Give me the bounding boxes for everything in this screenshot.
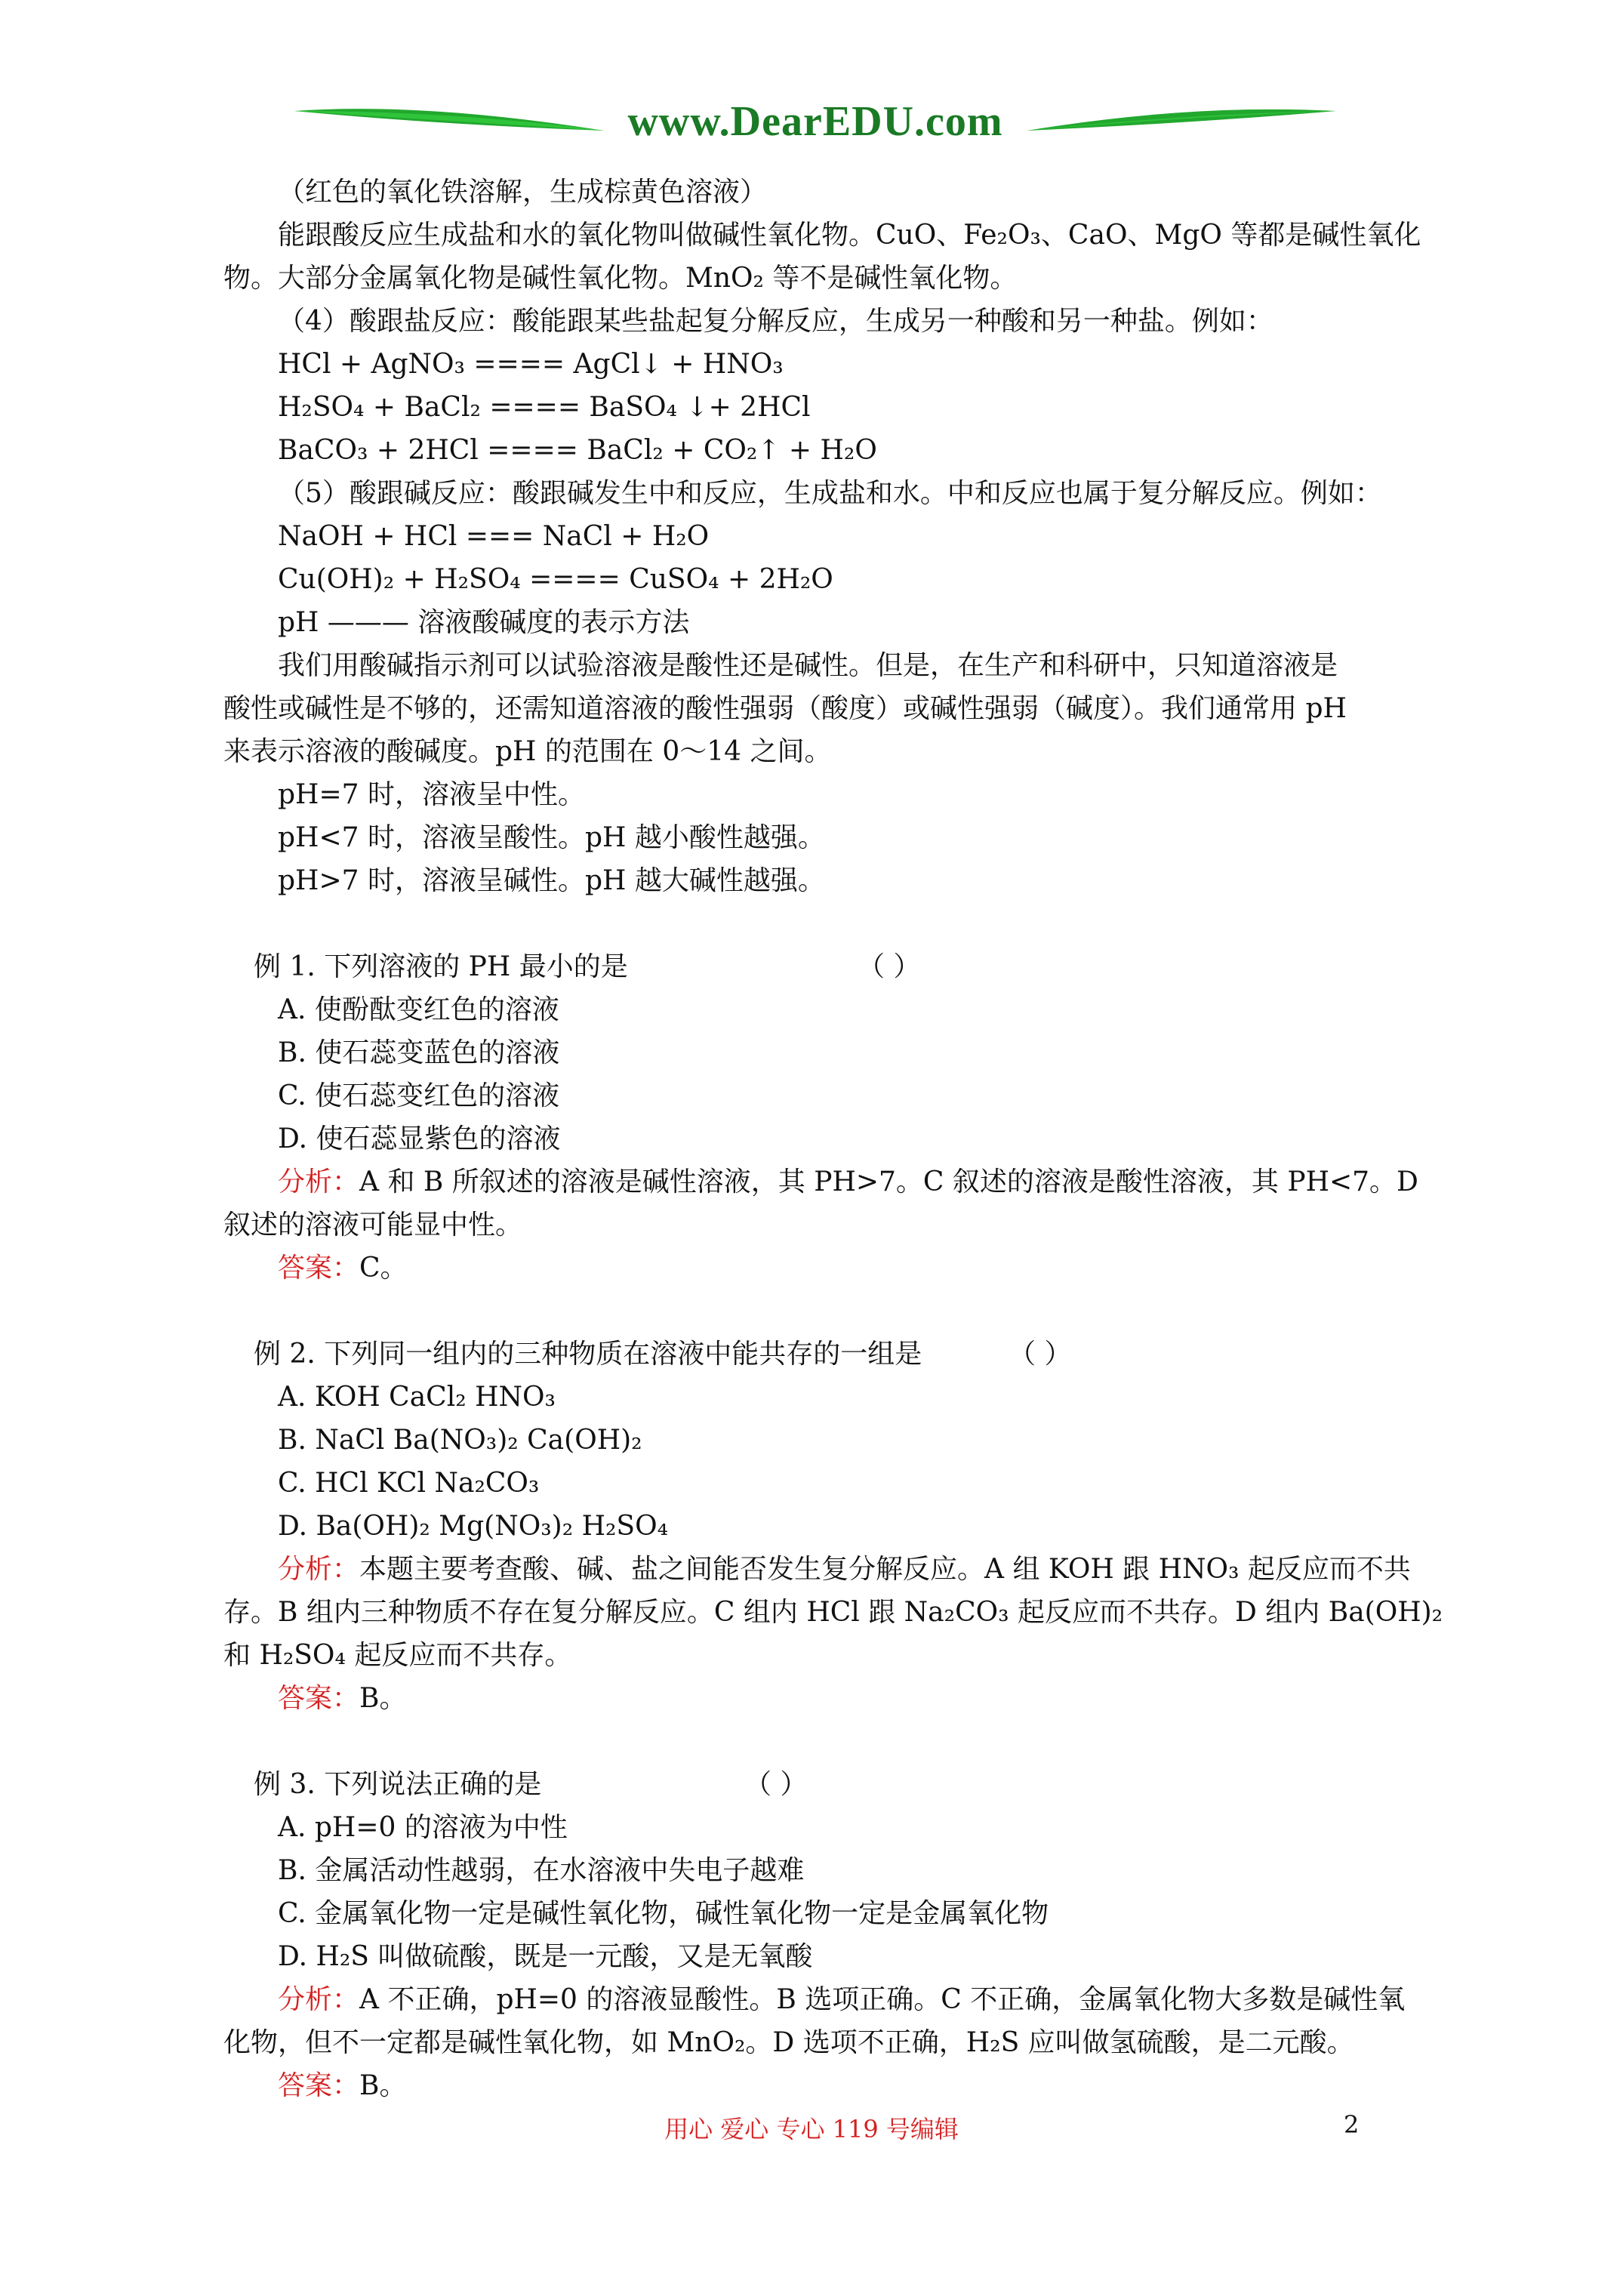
- question-text: 例 3. 下列说法正确的是: [254, 1769, 542, 1800]
- option-b: B. NaCl Ba(NO₃)₂ Ca(OH)₂: [278, 1425, 642, 1456]
- answer-value: B。: [359, 1683, 407, 1714]
- question-text: 例 2. 下列同一组内的三种物质在溶液中能共存的一组是: [254, 1339, 922, 1370]
- option-c: C. 金属氧化物一定是碱性氧化物，碱性氧化物一定是金属氧化物: [278, 1898, 1049, 1929]
- analysis-label: 分析：: [278, 1554, 360, 1585]
- text-line: 来表示溶液的酸碱度。pH 的范围在 0～14 之间。: [223, 736, 832, 767]
- analysis: [223, 1978, 1416, 2021]
- example-3-question: [223, 1763, 1416, 1806]
- example-1-question: [223, 945, 1416, 988]
- answer: [223, 2064, 1416, 2107]
- answer-label: 答案：: [278, 1683, 360, 1714]
- equation-line: H₂SO₄ + BaCl₂ ==== BaSO₄ ↓+ 2HCl: [278, 392, 811, 423]
- question-text: 例 1. 下列溶液的 PH 最小的是: [254, 951, 628, 982]
- analysis-label: 分析：: [278, 1166, 360, 1197]
- analysis-text: 本题主要考查酸、碱、盐之间能否发生复分解反应。A 组 KOH 跟 HNO₃ 起反应而不共: [359, 1554, 1411, 1585]
- site-header: [287, 94, 1344, 155]
- equation-line: Cu(OH)₂ + H₂SO₄ ==== CuSO₄ + 2H₂O: [278, 564, 833, 595]
- analysis: [223, 1548, 1416, 1591]
- equation-line: BaCO₃ + 2HCl ==== BaCl₂ + CO₂↑ + H₂O: [278, 435, 877, 466]
- text-line: 能跟酸反应生成盐和水的氧化物叫做碱性氧化物。CuO、Fe₂O₃、CaO、MgO 等都是碱性氧化: [278, 220, 1421, 251]
- answer-parens: （ ）: [858, 951, 921, 982]
- option-d: D. H₂S 叫做硫酸，既是一元酸，又是无氧酸: [278, 1941, 813, 1972]
- analysis-continued: 和 H₂SO₄ 起反应而不共存。: [223, 1640, 572, 1671]
- page-content: [223, 171, 1443, 2107]
- site-name[interactable]: www.DearEDU.com: [627, 98, 1003, 145]
- text-line: pH>7 时，溶液呈碱性。pH 越大碱性越强。: [278, 865, 825, 896]
- answer-value: B。: [359, 2070, 407, 2101]
- answer-parens: （ ）: [744, 1769, 808, 1800]
- page-number: 2: [1344, 2110, 1360, 2139]
- equation-line: NaOH + HCl === NaCl + H₂O: [278, 521, 710, 552]
- option-b: B. 使石蕊变蓝色的溶液: [278, 1037, 560, 1068]
- analysis-continued: 化物，但不一定都是碱性氧化物，如 MnO₂。D 选项不正确，H₂S 应叫做氢硫酸，是二元酸。: [223, 2027, 1354, 2058]
- section-title: pH ——— 溶液酸碱度的表示方法: [278, 607, 690, 638]
- text-line: pH=7 时，溶液呈中性。: [278, 779, 585, 810]
- text-line: （红色的氧化铁溶解，生成棕黄色溶液）: [278, 177, 768, 208]
- analysis-text: A 不正确，pH=0 的溶液显酸性。B 选项正确。C 不正确，金属氧化物大多数是碱性氧: [359, 1984, 1406, 2015]
- answer: [223, 1677, 1416, 1720]
- analysis-continued: 存。B 组内三种物质不存在复分解反应。C 组内 HCl 跟 Na₂CO₃ 起反应而不共存。D 组内 Ba(OH)₂: [223, 1597, 1443, 1628]
- option-d: D. Ba(OH)₂ Mg(NO₃)₂ H₂SO₄: [278, 1511, 669, 1542]
- equation-line: HCl + AgNO₃ ==== AgCl↓ + HNO₃: [278, 349, 784, 380]
- answer-label: 答案：: [278, 1253, 360, 1284]
- text-line: 酸性或碱性是不够的，还需知道溶液的酸性强弱（酸度）或碱性强弱（碱度）。我们通常用 pH: [223, 693, 1347, 724]
- analysis-continued: 叙述的溶液可能显中性。: [223, 1210, 523, 1240]
- text-line: 我们用酸碱指示剂可以试验溶液是酸性还是碱性。但是，在生产和科研中，只知道溶液是: [278, 650, 1338, 681]
- analysis: [223, 1160, 1416, 1203]
- option-b: B. 金属活动性越弱，在水溶液中失电子越难: [278, 1855, 805, 1886]
- text-line: 物。大部分金属氧化物是碱性氧化物。MnO₂ 等不是碱性氧化物。: [223, 263, 1018, 294]
- footer-text: 用心 爱心 专心 119 号编辑: [664, 2115, 959, 2143]
- option-a: A. 使酚酞变红色的溶液: [278, 994, 559, 1025]
- option-a: A. pH=0 的溶液为中性: [278, 1812, 568, 1843]
- text-line: （5）酸跟碱反应：酸跟碱发生中和反应，生成盐和水。中和反应也属于复分解反应。例如：: [278, 478, 1382, 509]
- option-d: D. 使石蕊显紫色的溶液: [278, 1123, 561, 1154]
- analysis-text: A 和 B 所叙述的溶液是碱性溶液，其 PH>7。C 叙述的溶液是酸性溶液，其 PH<7。D: [359, 1166, 1418, 1197]
- answer-value: C。: [359, 1253, 408, 1284]
- example-2-question: [223, 1333, 1416, 1376]
- text-line: pH<7 时，溶液呈酸性。pH 越小酸性越强。: [278, 822, 825, 853]
- answer-label: 答案：: [278, 2070, 360, 2101]
- answer: [223, 1247, 1416, 1290]
- analysis-label: 分析：: [278, 1984, 360, 2015]
- option-c: C. 使石蕊变红色的溶液: [278, 1080, 560, 1111]
- answer-parens: （ ）: [1009, 1339, 1072, 1370]
- option-c: C. HCl KCl Na₂CO₃: [278, 1468, 540, 1499]
- option-a: A. KOH CaCl₂ HNO₃: [278, 1382, 556, 1413]
- text-line: （4）酸跟盐反应：酸能跟某些盐起复分解反应，生成另一种酸和另一种盐。例如：: [278, 306, 1273, 337]
